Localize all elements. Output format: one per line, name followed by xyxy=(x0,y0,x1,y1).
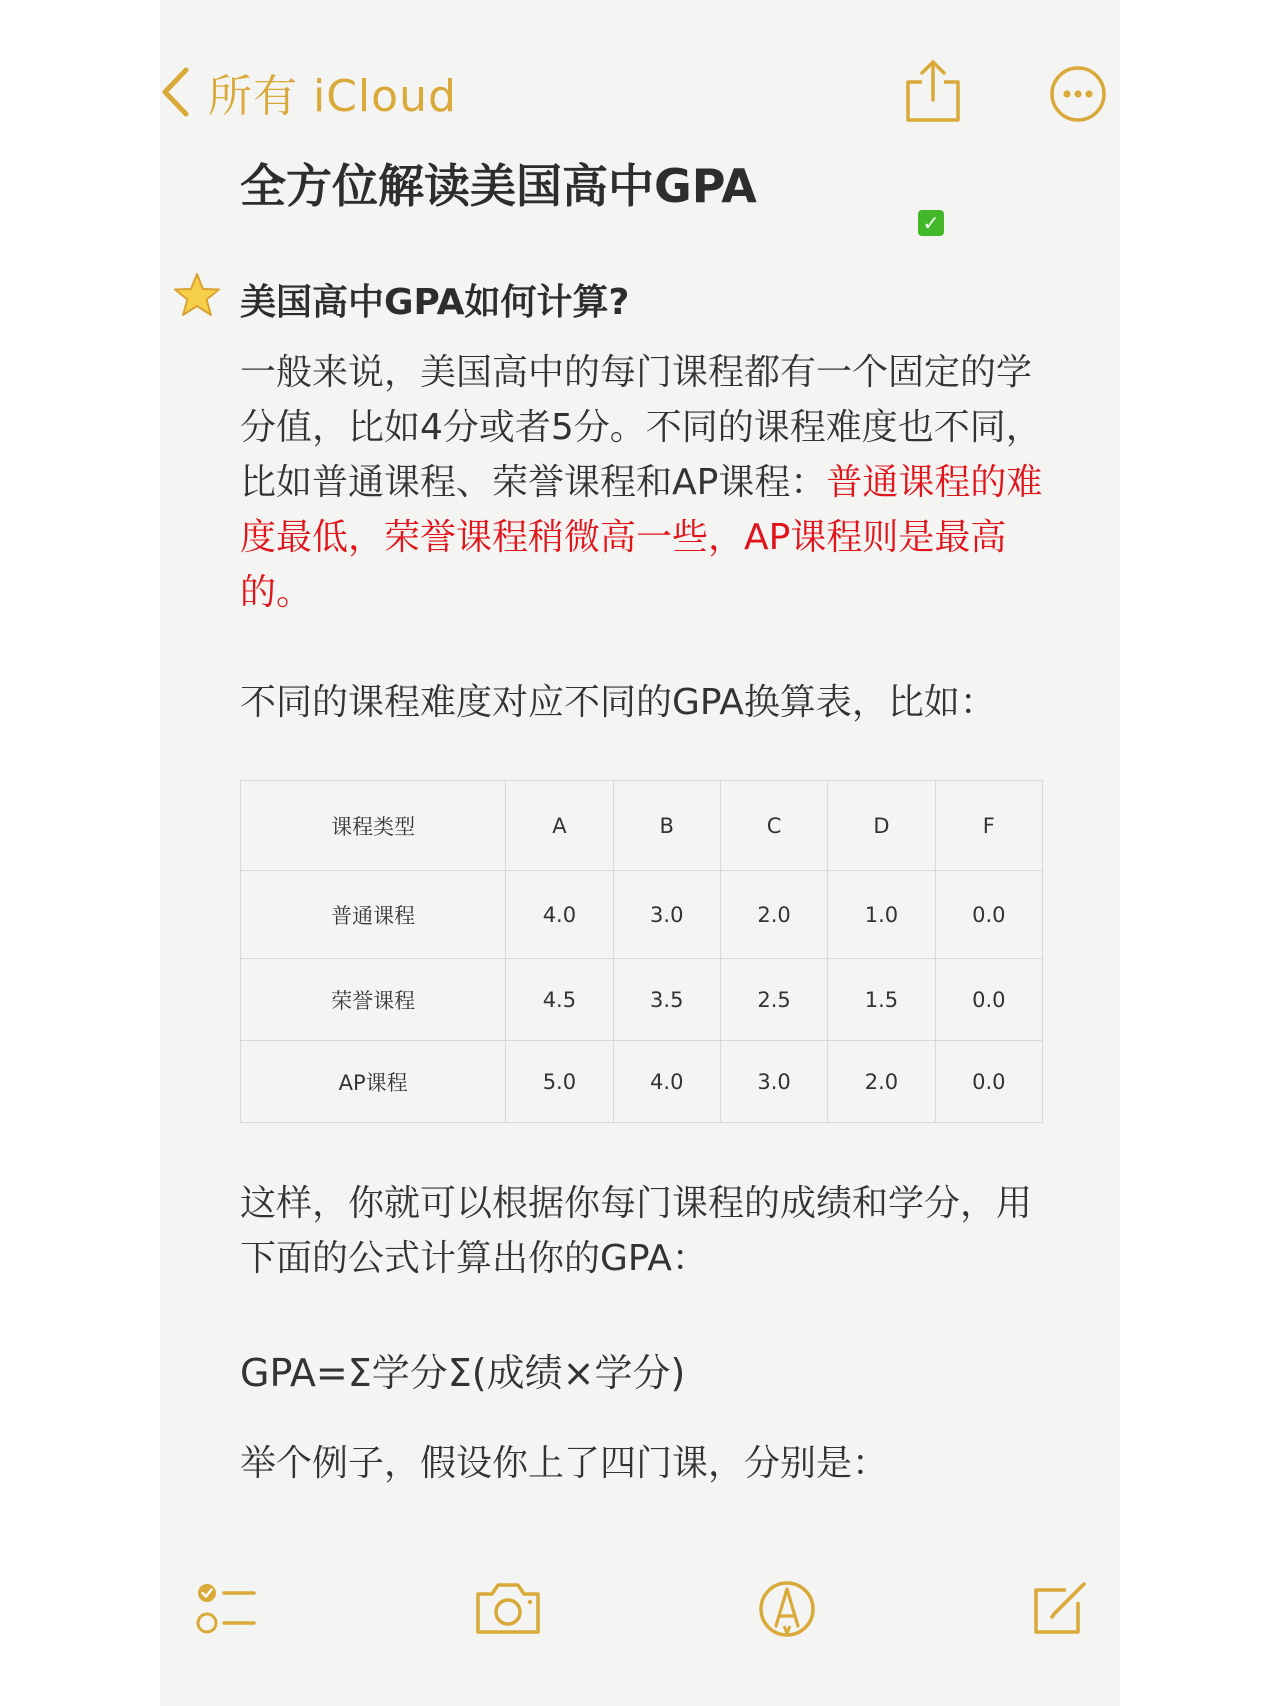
table-cell: 2.0 xyxy=(828,1041,935,1123)
table-cell: 3.0 xyxy=(720,1041,827,1123)
table-cell: 3.5 xyxy=(613,959,720,1041)
checklist-icon[interactable] xyxy=(196,1580,258,1636)
paragraph-course-difficulty xyxy=(240,345,1050,620)
table-header-cell: D xyxy=(828,781,935,871)
table-cell: AP课程 xyxy=(241,1041,506,1123)
table-cell: 荣誉课程 xyxy=(241,959,506,1041)
check-mark-icon: ✓ xyxy=(918,210,944,236)
camera-icon[interactable] xyxy=(474,1580,542,1636)
more-icon[interactable] xyxy=(1048,64,1108,124)
table-header-row xyxy=(241,781,1043,871)
back-button[interactable] xyxy=(160,60,457,124)
table-cell: 0.0 xyxy=(935,871,1042,959)
star-icon xyxy=(174,272,220,318)
table-cell: 4.5 xyxy=(506,959,613,1041)
gpa-formula: GPA=Σ学分Σ(成绩×学分) xyxy=(240,1351,686,1395)
table-row xyxy=(241,959,1043,1041)
back-label: 所有 iCloud xyxy=(208,71,457,122)
table-cell: 2.5 xyxy=(720,959,827,1041)
table-row xyxy=(241,1041,1043,1123)
paragraph-formula-intro: 这样，你就可以根据你每门课程的成绩和学分，用下面的公式计算出你的GPA： xyxy=(240,1183,1033,1279)
compose-icon[interactable] xyxy=(1032,1580,1090,1636)
table-cell: 2.0 xyxy=(720,871,827,959)
table-cell: 0.0 xyxy=(935,959,1042,1041)
table-cell: 4.0 xyxy=(506,871,613,959)
table-header-cell: B xyxy=(613,781,720,871)
table-cell: 5.0 xyxy=(506,1041,613,1123)
share-icon[interactable] xyxy=(902,58,964,124)
table-header-cell: A xyxy=(506,781,613,871)
section-heading: 美国高中GPA如何计算? xyxy=(240,282,630,323)
table-cell: 3.0 xyxy=(613,871,720,959)
markup-pen-icon[interactable] xyxy=(758,1580,816,1638)
gpa-conversion-table xyxy=(240,780,1043,1123)
paragraph-text: 一般来说，美国高中的每门课程都有一个固定的学分值，比如4分或者5分。不同的课程难度也不同，比如普通课程、荣誉课程和AP课程： xyxy=(240,352,1042,503)
table-cell: 1.5 xyxy=(828,959,935,1041)
paragraph-example-intro: 举个例子，假设你上了四门课，分别是： xyxy=(240,1443,889,1484)
table-cell: 普通课程 xyxy=(241,871,506,959)
paragraph-conversion-intro: 不同的课程难度对应不同的GPA换算表，比如： xyxy=(240,682,996,723)
table-cell: 0.0 xyxy=(935,1041,1042,1123)
note-title: 全方位解读美国高中GPA xyxy=(240,159,757,213)
chevron-left-icon xyxy=(160,66,190,118)
table-header-cell: 课程类型 xyxy=(241,781,506,871)
highlighted-text: 普通课程的难度最低，荣誉课程稍微高一些，AP课程则是最高的。 xyxy=(240,462,1043,613)
table-header-cell: F xyxy=(935,781,1042,871)
table-cell: 1.0 xyxy=(828,871,935,959)
table-row xyxy=(241,871,1043,959)
table-cell: 4.0 xyxy=(613,1041,720,1123)
table-header-cell: C xyxy=(720,781,827,871)
